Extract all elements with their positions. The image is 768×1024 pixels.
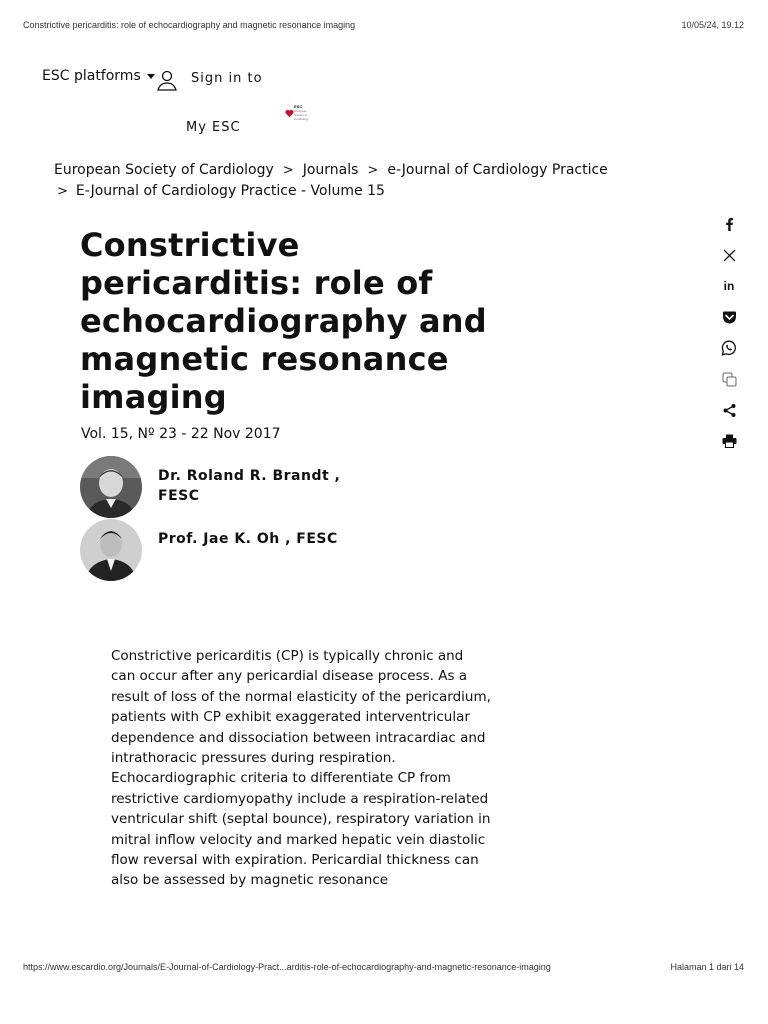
article-meta: Vol. 15, Nº 23 - 22 Nov 2017 [81, 426, 281, 442]
print-page-number: Halaman 1 dari 14 [670, 962, 744, 972]
heart-icon [285, 109, 294, 118]
print-page-url: https://www.escardio.org/Journals/E-Journal-of-Cardiology-Pract...arditis-role-of-echocardiography-and-magnetic-resonance-imaging [23, 962, 551, 972]
author-name[interactable] [158, 529, 358, 549]
caret-down-icon [147, 74, 155, 79]
breadcrumb-item-esc[interactable]: European Society of Cardiology [54, 162, 274, 178]
author-name-line: Dr. Roland R. Brandt , [158, 468, 341, 484]
breadcrumb-separator: > [367, 163, 379, 178]
article-abstract: Constrictive pericarditis (CP) is typically chronic and can occur after any pericardial disease process. As a result of loss of the normal elasticity of the pericardium, patients with CP exhibit exaggerated interventricular dependence and dissociation between intracardiac and intrathoracic pressures during respiration. Echocardiographic criteria to differentiate CP from restrictive cardiomyopathy include a respiration-related ventricular shift (septal bounce), respiratory variation in mitral inflow velocity and marked hepatic vein diastolic flow reversal with expiration. Pericardial thickness can also be assessed by magnetic resonance [111, 648, 491, 889]
copy-icon [722, 372, 737, 387]
breadcrumb-item-journals[interactable]: Journals [302, 162, 359, 178]
facebook-share-button[interactable] [717, 212, 741, 236]
article-title: Constrictive pericarditis: role of echocardiography and magnetic resonance imaging [80, 226, 487, 416]
whatsapp-icon [721, 340, 737, 356]
author-avatar[interactable] [80, 519, 142, 581]
share-icon [722, 403, 737, 418]
author-name[interactable] [158, 466, 358, 506]
print-datetime: 10/05/24, 19.12 [681, 20, 744, 30]
breadcrumb-separator: > [57, 184, 68, 199]
esc-logo-text: ESC [294, 104, 303, 109]
esc-platforms-label: ESC platforms [42, 68, 141, 84]
x-icon [723, 249, 736, 262]
share-button[interactable] [717, 398, 741, 422]
print-page-title: Constrictive pericarditis: role of echocardiography and magnetic resonance imaging [23, 20, 356, 30]
esc-platforms-dropdown[interactable] [42, 68, 155, 84]
pocket-share-button[interactable] [717, 305, 741, 329]
author-suffix: FESC [158, 488, 200, 504]
x-share-button[interactable] [717, 243, 741, 267]
author-avatar[interactable] [80, 456, 142, 518]
pocket-icon [722, 311, 737, 324]
linkedin-share-button[interactable] [717, 274, 741, 298]
whatsapp-share-button[interactable] [717, 336, 741, 360]
my-esc-link[interactable]: My ESC [186, 120, 241, 135]
breadcrumb-item-ejournal[interactable]: e-Journal of Cardiology Practice [387, 162, 608, 178]
breadcrumb-separator: > [282, 163, 294, 178]
sign-in-link[interactable]: Sign in to [191, 71, 263, 86]
print-icon [722, 434, 737, 448]
esc-logo[interactable] [285, 103, 311, 121]
facebook-icon [723, 217, 735, 231]
print-button[interactable] [717, 429, 741, 453]
breadcrumb [54, 160, 614, 202]
linkedin-icon: in [723, 279, 735, 293]
breadcrumb-item-volume[interactable]: E-Journal of Cardiology Practice - Volume 15 [75, 183, 385, 199]
user-icon[interactable] [155, 68, 179, 92]
esc-logo-subtext: European Society of Cardiology [294, 109, 309, 121]
copy-link-button[interactable] [717, 367, 741, 391]
author-name-line: Prof. Jae K. Oh , FESC [158, 531, 338, 547]
